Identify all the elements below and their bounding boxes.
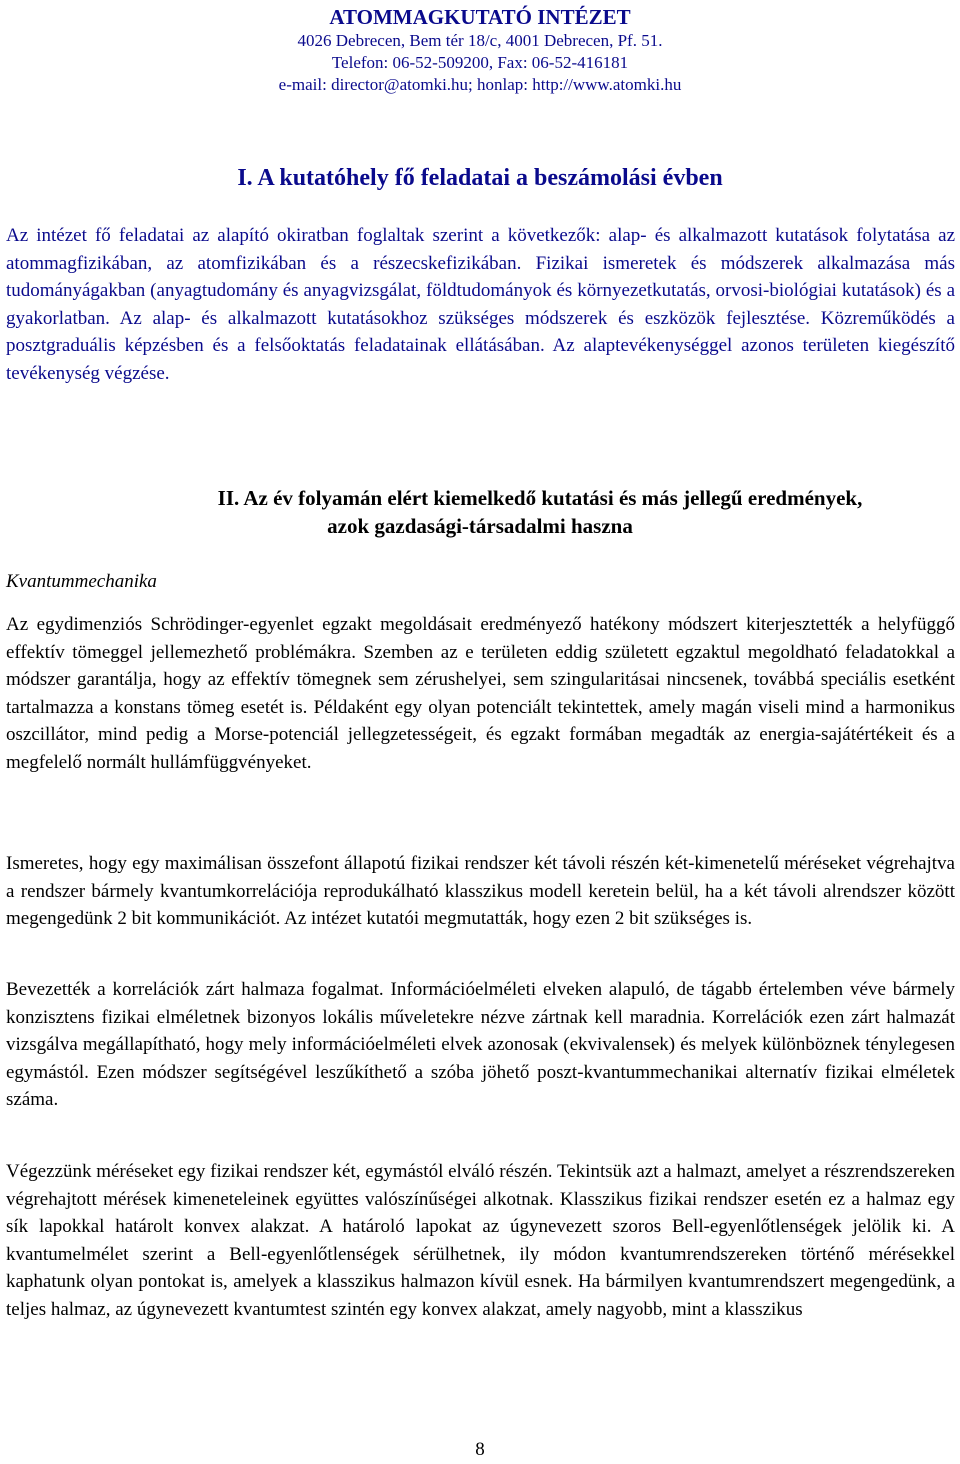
paragraph-4: Végezzünk méréseket egy fizikai rendszer két, egymástól elváló részén. Tekintsük azt a halmazt, amelyet a részrendszereken végrehajtott mérések kimeneteleinek együttes valószínűségei alkotnak. Klasszikus fizikai rendszer esetén ez a halmaz egy sík lapokkal határolt konvex alakzat. A határoló lapokat az úgynevezett szoros Bell-egyenlőtlenségek jelölik ki. A kvantumelmélet szerint a Bell-egyenlőtlenségek sérülhetnek, ily módon kvantumrendszereken történő mérésekkel kaphatunk olyan pontokat is, amelyek a klasszikus halmazon kívül esnek. Ha bármilyen kvantumrendszert megengedünk, a teljes halmaz, az úgynevezett kvantumtest szintén egy konvex alakzat, amely nagyobb, mint a klasszikus (6, 1161, 955, 1320)
institute-name: ATOMMAGKUTATÓ INTÉZET (329, 5, 631, 29)
section2-title-line1: II. Az év folyamán elért kiemelkedő kutatási és más jellegű eredmények, (217, 486, 863, 510)
institute-header (0, 4, 960, 96)
institute-email-web: e-mail: director@atomki.hu; honlap: http://www.atomki.hu (278, 75, 682, 94)
section2-title (0, 484, 960, 540)
paragraph-1: Az egydimenziós Schrödinger-egyenlet egzakt megoldásait eredményező hatékony módszert kiterjesztették a helyfüggő effektív tömeggel jellemezhető problémákra. Szemben az e területen eddig született egzaktul megoldható feladatokkal a módszer garantálja, hogy az effektív tömegnek sem zérushelyei, sem szingularitásai nincsenek, továbbá speciális esetként tartalmazza a konstans tömeg esetét is. Példaként egy olyan potenciált tekintettek, amely magán viseli mind a harmonikus oszcillátor, mind pedig a Morse-potenciál jellegzetességeit, és egzakt formában megadták az energia-sajátértékeit és a megfelelő normált hullámfüggvényeket. (6, 614, 955, 773)
section1-title: I. A kutatóhely fő feladatai a beszámolási évben (237, 165, 723, 191)
paragraph-3: Bevezették a korrelációk zárt halmaza fogalmat. Információelméleti elveken alapuló, de tágabb értelemben véve bármely konzisztens fizikai elméletnek bizonyos lokális műveletekre nézve zártnak kell maradnia. Korrelációk ezen zárt halmazát vizsgálva megállapítható, hogy mely információelméleti elvek azonosak (ekvivalensek) és melyek különböznek ténylegesen egymástól. Ezen módszer segítségével leszűkíthető a szóba jöhető poszt-kvantummechanikai alternatív fizikai elméletek száma. (6, 979, 955, 1111)
institute-address: 4026 Debrecen, Bem tér 18/c, 4001 Debrecen, Pf. 51. (297, 31, 663, 50)
section1-body: Az intézet fő feladatai az alapító okiratban foglaltak szerint a következők: alap- és alkalmazott kutatások folytatása az atommagfizikában, az atomfizikában és a részecskefizikában. Fizikai ismeretek és módszerek alkalmazása más tudományágakban (anyagtudomány és anyagvizsgálat, földtudományok és környezetkutatás, orvosi-biológiai kutatások) és a gyakorlatban. Az alap- és alkalmazott kutatásokhoz szükséges módszerek és eszközök fejlesztése. Közreműködés a posztgraduális képzésben és a felsőoktatás feladatainak ellátásában. Az alaptevékenységgel azonos területen kiegészítő tevékenység végzése. (6, 225, 955, 384)
institute-phone-fax: Telefon: 06-52-509200, Fax: 06-52-416181 (331, 53, 629, 72)
page-number: 8 (475, 1439, 485, 1460)
section2-title-line2: azok gazdasági-társadalmi haszna (327, 514, 633, 538)
subheading-kvantummechanika: Kvantummechanika (6, 571, 157, 592)
paragraph-2: Ismeretes, hogy egy maximálisan összefont állapotú fizikai rendszer két távoli részén két-kimenetelű méréseket végrehajtva a rendszer bármely kvantumkorrelációja reprodukálható klasszikus modell keretein belül, ha a két távoli alrendszer között megengedünk 2 bit kommunikációt. Az intézet kutatói megmutatták, hogy ezen 2 bit szükséges is. (6, 853, 955, 930)
